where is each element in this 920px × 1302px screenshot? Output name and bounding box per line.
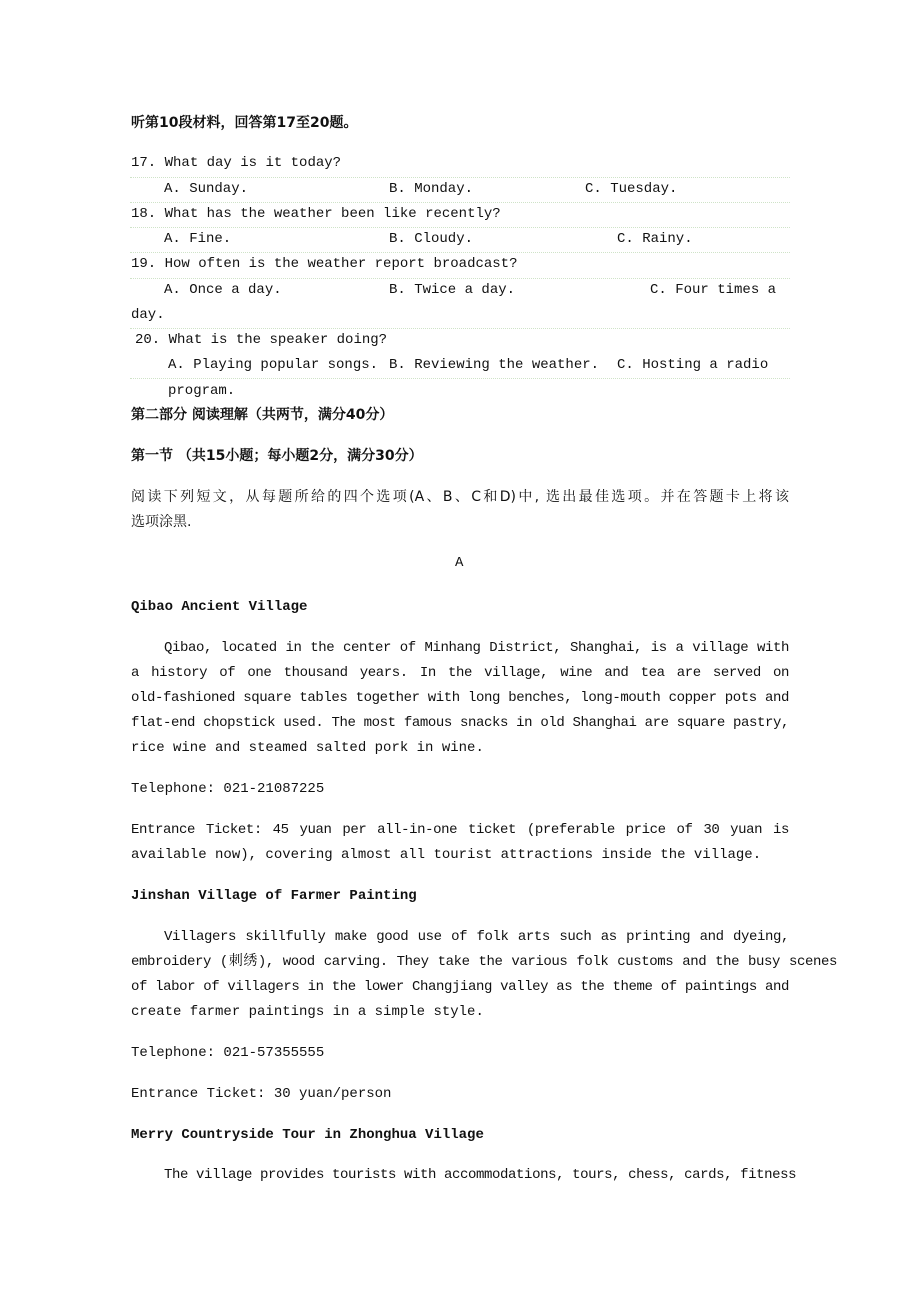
- dotted-rule: [130, 227, 790, 228]
- question-number: 18.: [131, 206, 157, 222]
- body-line: Qibao, located in the center of Minhang District, Shanghai, is a village with: [164, 640, 789, 656]
- section1-title: 第一节 （共15小题；每小题2分，满分30分）: [131, 448, 423, 464]
- section-intro: 听第10段材料，回答第17至20题。: [131, 115, 358, 131]
- dotted-rule: [130, 278, 790, 279]
- option-a: A. Playing popular songs.: [168, 357, 379, 373]
- question-text: What day is it today?: [164, 155, 342, 171]
- place-title: Merry Countryside Tour in Zhonghua Village: [131, 1127, 484, 1143]
- part2-title: 第二部分 阅读理解（共两节，满分40分）: [131, 407, 394, 423]
- option-a: A. Sunday.: [164, 181, 249, 197]
- dotted-rule: [130, 202, 790, 203]
- body-line: Villagers skillfully make good use of folk arts such as printing and dyeing,: [164, 929, 789, 945]
- body-line: old-fashioned square tables together with long benches, long-mouth copper pots and: [131, 690, 789, 706]
- option-b: B. Reviewing the weather.: [389, 357, 600, 373]
- option-b: B. Cloudy.: [389, 231, 474, 247]
- option-c: C. Tuesday.: [585, 181, 678, 197]
- option-a: A. Fine.: [164, 231, 232, 247]
- ticket-line: available now), covering almost all tourist attractions inside the village.: [131, 847, 762, 863]
- passage-label: A: [455, 555, 464, 571]
- option-wrap: program.: [168, 383, 236, 399]
- question-text: What has the weather been like recently?: [164, 206, 501, 222]
- question-number: 20.: [135, 332, 161, 348]
- body-line: embroidery (刺绣), wood carving. They take the various folk customs and the busy scenes: [131, 954, 837, 970]
- question-text: What is the speaker doing?: [168, 332, 388, 348]
- ticket-line: Entrance Ticket: 45 yuan per all-in-one ticket (preferable price of 30 yuan is: [131, 822, 789, 838]
- body-line: flat-end chopstick used. The most famous snacks in old Shanghai are square pastry,: [131, 715, 789, 731]
- instructions-line: 阅读下列短文，从每题所给的四个选项(A、B、C和D)中, 选出最佳选项。并在答题卡上将该: [131, 489, 789, 505]
- dotted-rule: [130, 328, 790, 329]
- option-a: A. Once a day.: [164, 282, 282, 298]
- body-line: a history of one thousand years. In the village, wine and tea are served on: [131, 665, 789, 681]
- question-18: [131, 205, 501, 223]
- dotted-rule: [130, 378, 790, 379]
- place-title: Qibao Ancient Village: [131, 599, 308, 615]
- place-title: Jinshan Village of Farmer Painting: [131, 888, 417, 904]
- option-c: C. Hosting a radio: [617, 357, 769, 373]
- question-number: 17.: [131, 155, 157, 171]
- question-20: [135, 331, 387, 349]
- option-c: C. Four times a: [650, 282, 777, 298]
- telephone: Telephone: 021-21087225: [131, 781, 325, 797]
- body-line: of labor of villagers in the lower Changjiang valley as the theme of paintings and: [131, 979, 789, 995]
- question-number: 19.: [131, 256, 157, 272]
- body-line: create farmer paintings in a simple style.: [131, 1004, 484, 1020]
- option-b: B. Twice a day.: [389, 282, 516, 298]
- option-c: C. Rainy.: [617, 231, 693, 247]
- dotted-rule: [130, 177, 790, 178]
- ticket-line: Entrance Ticket: 30 yuan/person: [131, 1086, 392, 1102]
- question-17: [131, 154, 341, 172]
- option-wrap: day.: [131, 307, 165, 323]
- instructions-line: 选项涂黑.: [131, 514, 192, 530]
- question-19: [131, 255, 517, 273]
- telephone: Telephone: 021-57355555: [131, 1045, 325, 1061]
- dotted-rule: [130, 252, 790, 253]
- body-line: rice wine and steamed salted pork in wine.: [131, 740, 484, 756]
- option-b: B. Monday.: [389, 181, 474, 197]
- body-line: The village provides tourists with accommodations, tours, chess, cards, fitness: [164, 1167, 797, 1183]
- question-text: How often is the weather report broadcast?: [164, 256, 518, 272]
